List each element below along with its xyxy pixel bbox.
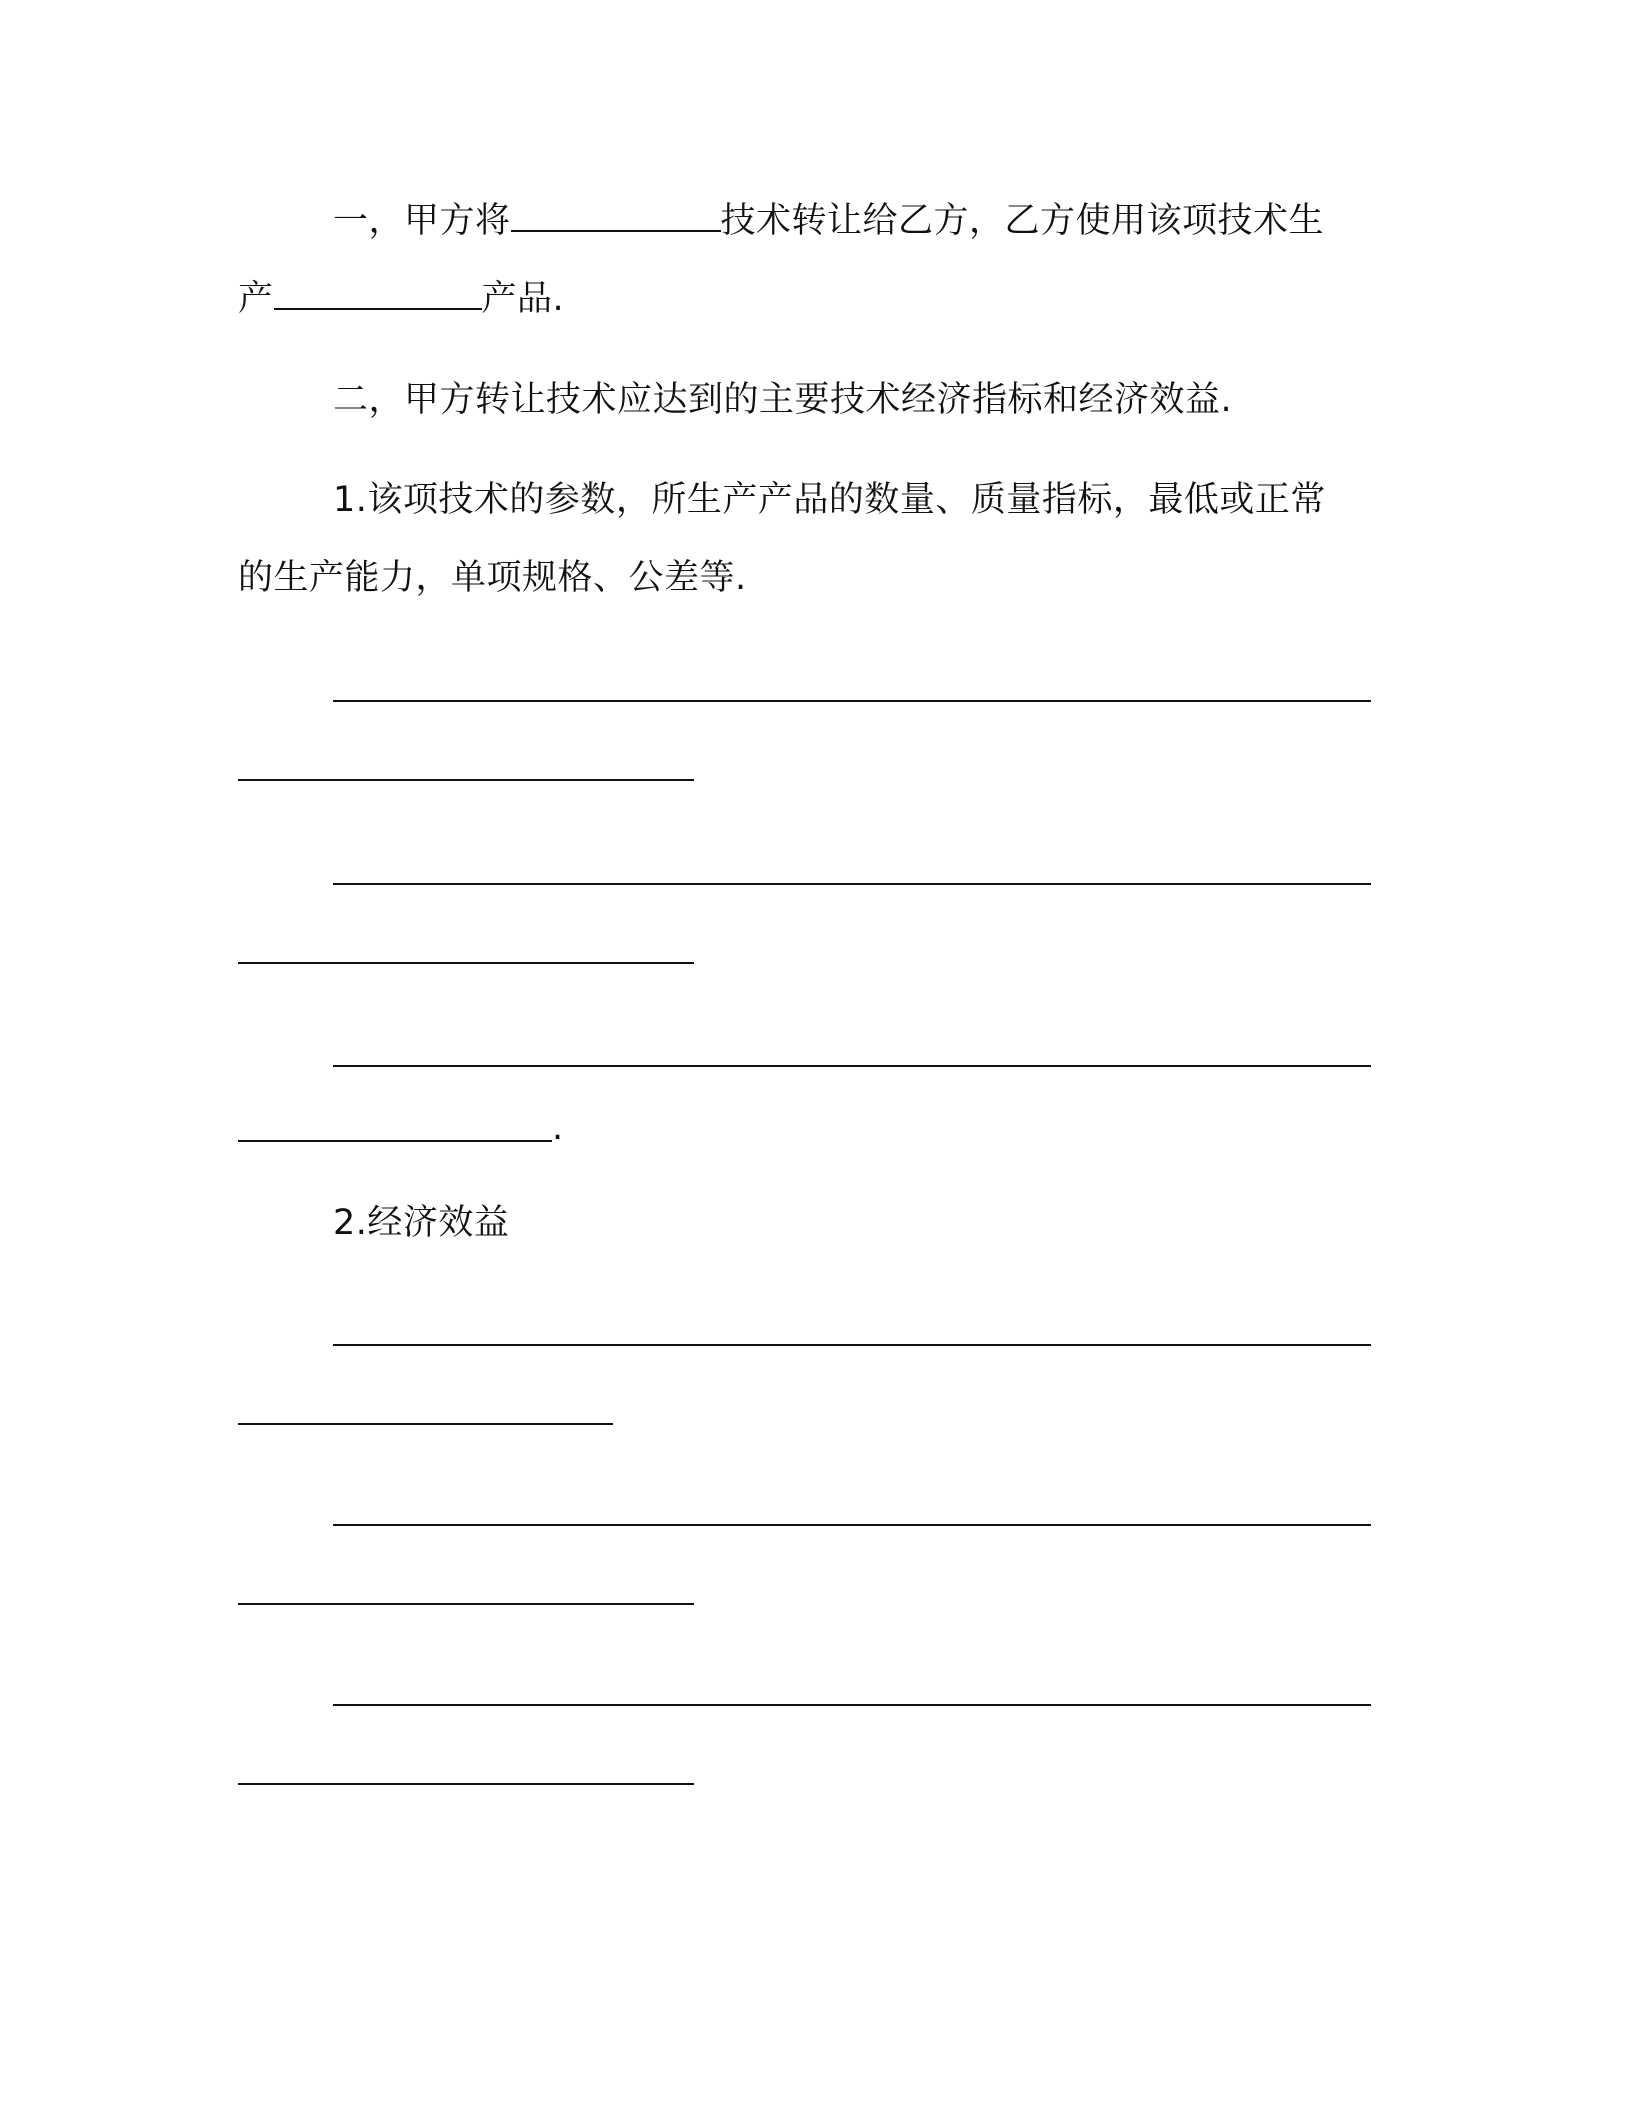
clause1-text-c: 产 <box>238 279 274 319</box>
fill-line[interactable] <box>333 1344 1371 1346</box>
fill-line[interactable] <box>238 779 694 781</box>
fill-line[interactable] <box>333 1065 1371 1067</box>
clause1-text-d: 产品. <box>481 279 565 319</box>
end-period: . <box>552 1108 564 1148</box>
clause2-heading: 二，甲方转让技术应达到的主要技术经济指标和经济效益. <box>333 380 1233 420</box>
clause1-line1 <box>333 196 1324 243</box>
item1-line2: 的生产能力，单项规格、公差等. <box>238 558 747 598</box>
clause1-text-a: 一，甲方将 <box>333 201 511 241</box>
fill-line[interactable] <box>333 1704 1371 1706</box>
technology-blank[interactable] <box>511 196 721 232</box>
fill-line[interactable] <box>333 1524 1371 1526</box>
fill-line[interactable] <box>333 700 1371 702</box>
fill-line[interactable] <box>238 962 694 964</box>
fill-line[interactable] <box>238 1423 613 1425</box>
item2-heading: 2.经济效益 <box>333 1203 510 1243</box>
fill-line[interactable] <box>238 1603 694 1605</box>
fill-line[interactable] <box>238 1140 552 1142</box>
fill-line[interactable] <box>333 883 1371 885</box>
fill-line[interactable] <box>238 1783 694 1785</box>
clause1-line2 <box>238 274 564 321</box>
product-blank[interactable] <box>274 274 482 310</box>
item1-line1: 1.该项技术的参数，所生产产品的数量、质量指标，最低或正常 <box>333 480 1326 520</box>
clause1-text-b: 技术转让给乙方，乙方使用该项技术生 <box>720 201 1325 241</box>
